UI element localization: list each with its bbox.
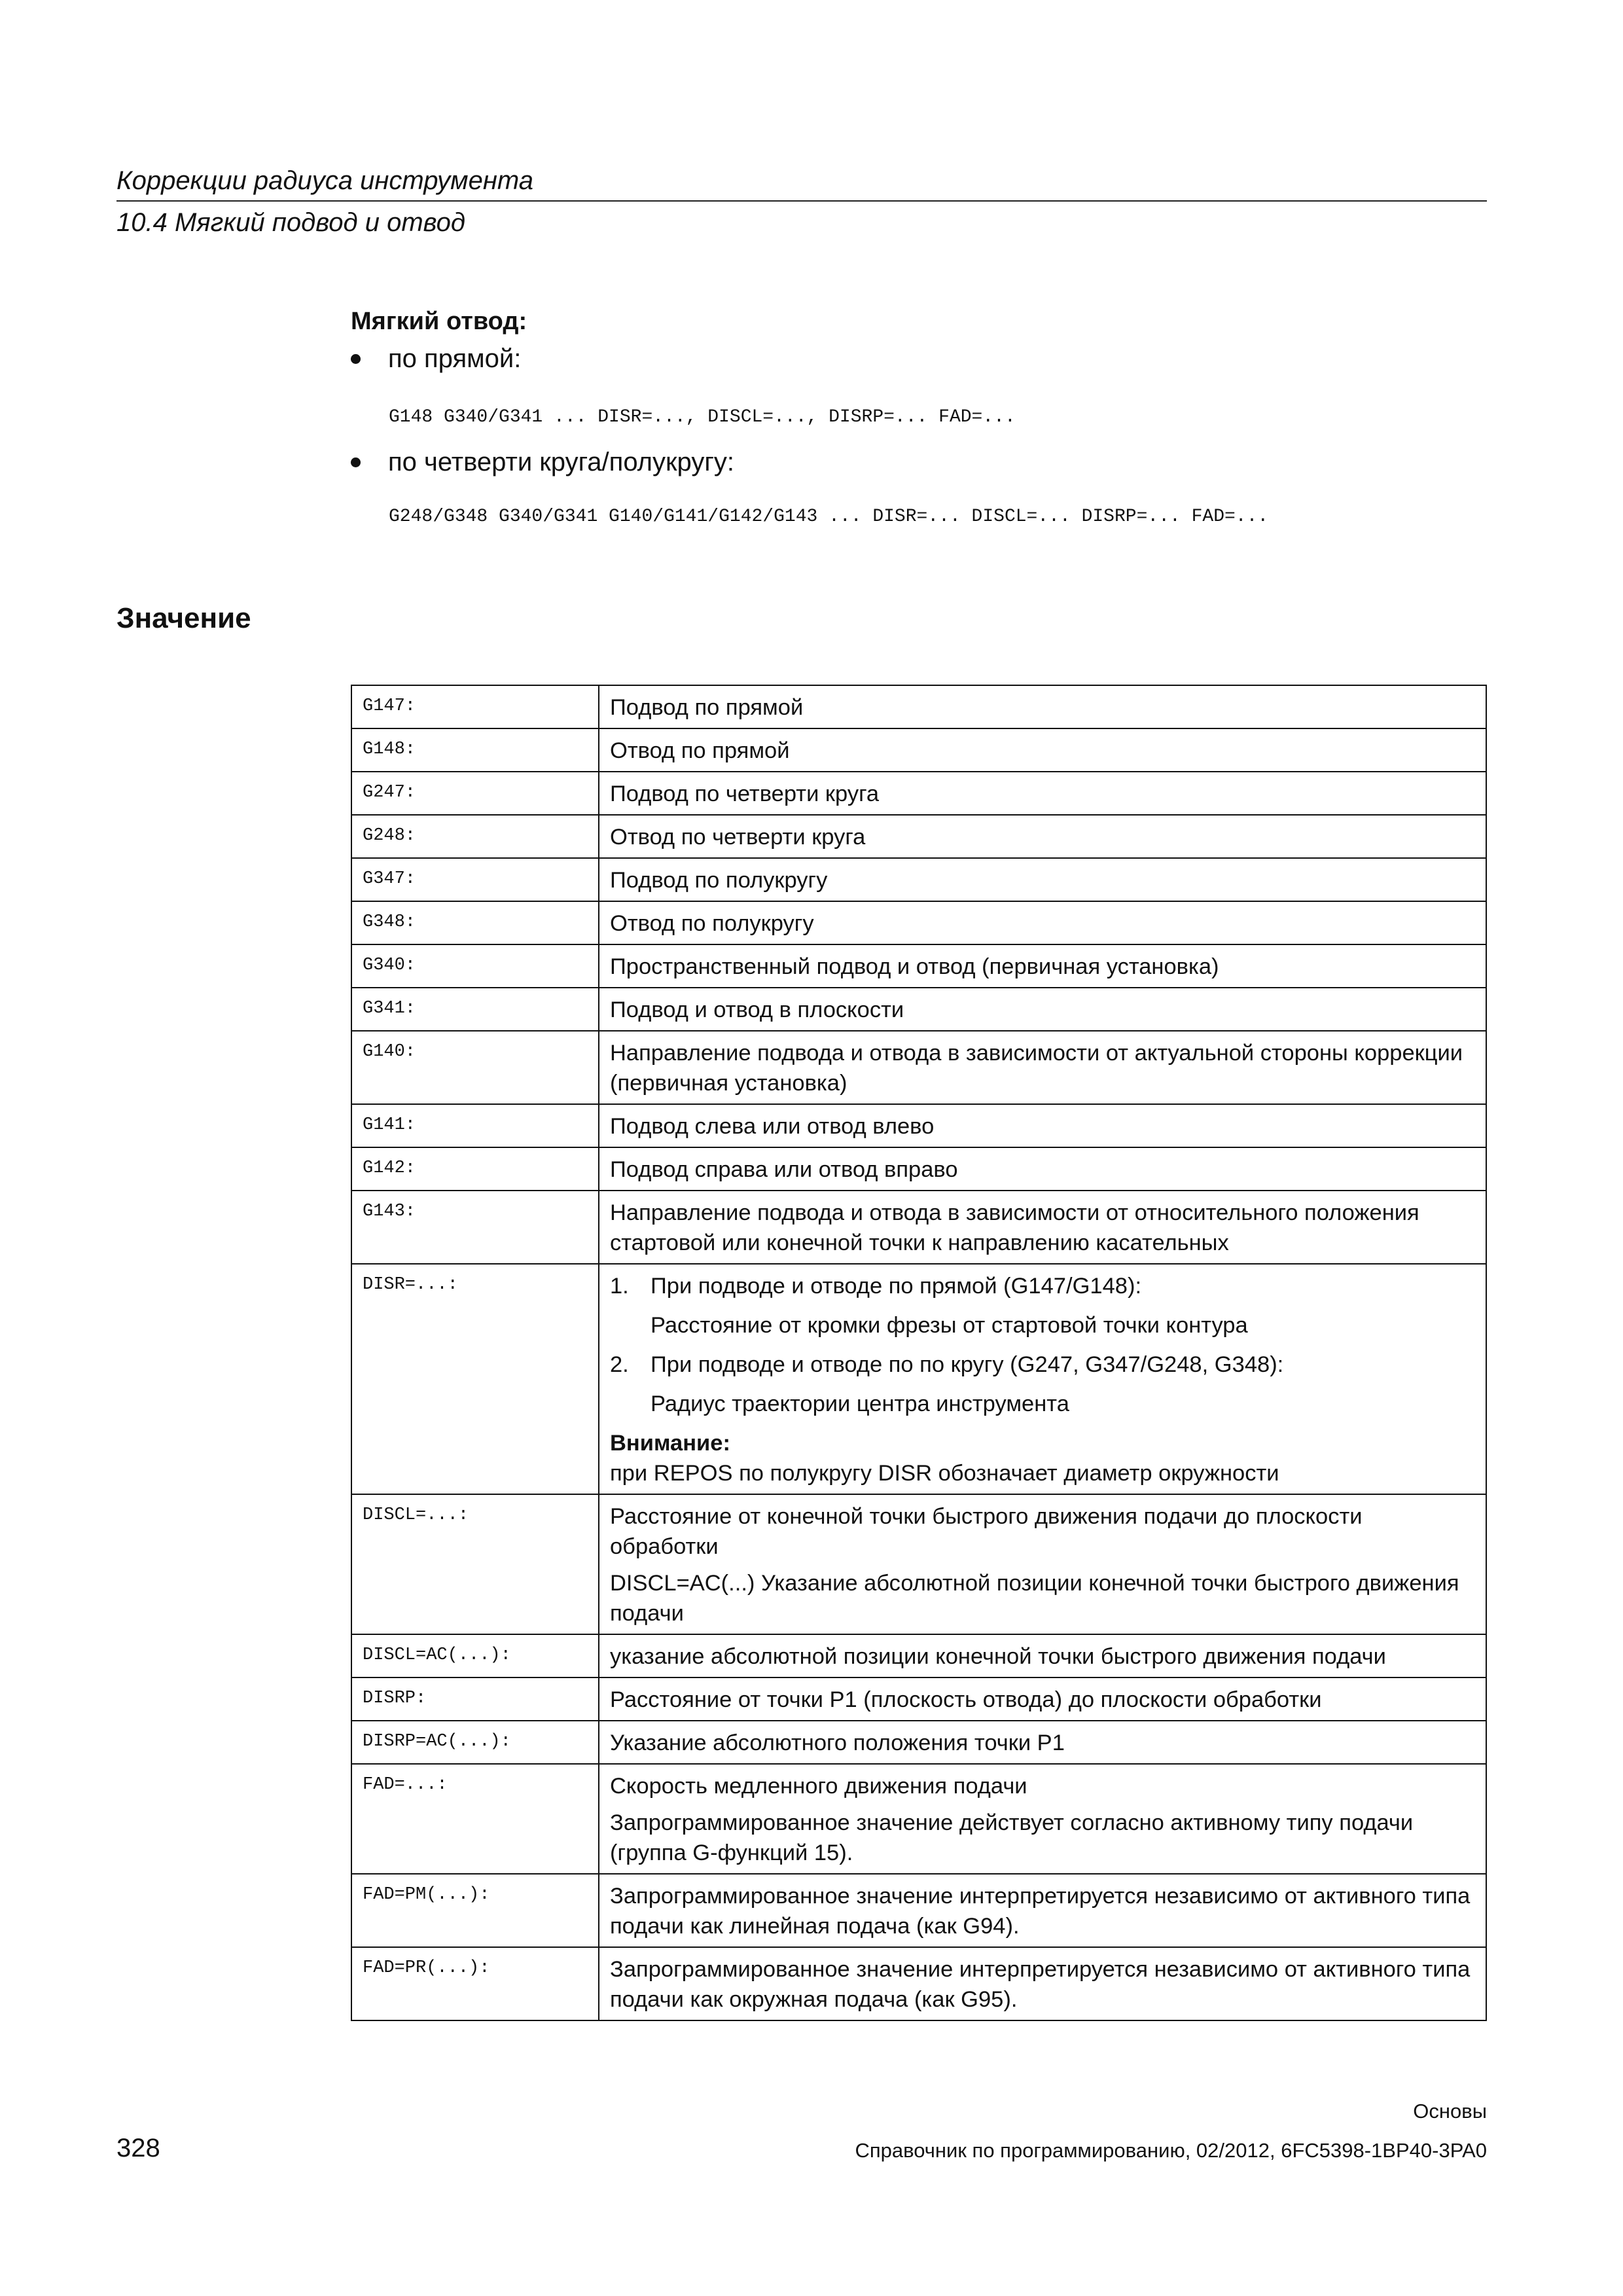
code-circle: G248/G348 G340/G341 G140/G141/G142/G143 ... DISR=... DISCL=... DISRP=... FAD=... [389, 507, 1269, 527]
table-row [351, 1677, 1486, 1721]
meaning-heading: Значение [116, 602, 251, 634]
table-row [351, 858, 1486, 901]
row-key: G341: [351, 988, 599, 1031]
discl-line-2: DISCL=AC(...) Указание абсолютной позиции конечной точки быстрого движения подачи [610, 1571, 1459, 1626]
disr-item-2-text: При подводе и отводе по по кругу (G247, G347/G248, G348): [651, 1352, 1284, 1377]
table-row [351, 988, 1486, 1031]
row-desc: Направление подвода и отвода в зависимости от относительного положения стартовой или конечной точки к направлению касательных [599, 1191, 1486, 1264]
row-key: G348: [351, 901, 599, 944]
disr-attention-label: Внимание: [610, 1431, 730, 1456]
disr-item-1-detail: Расстояние от кромки фрезы от стартовой точки контура [651, 1313, 1248, 1338]
bullet-straight-label: по прямой: [388, 344, 522, 373]
table-row [351, 815, 1486, 858]
row-desc: Отвод по прямой [599, 728, 1486, 772]
code-straight: G148 G340/G341 ... DISR=..., DISCL=..., DISRP=... FAD=... [389, 407, 1016, 427]
row-desc: Указание абсолютного положения точки P1 [599, 1721, 1486, 1764]
table-row-disr [351, 1264, 1486, 1494]
bullet-straight [351, 344, 521, 374]
row-key: G140: [351, 1031, 599, 1104]
row-desc: Направление подвода и отвода в зависимости от актуальной стороны коррекции (первичная установка) [599, 1031, 1486, 1104]
table-row [351, 1104, 1486, 1147]
header-chapter-title: Коррекции радиуса инструмента [116, 166, 533, 195]
soft-retract-title: Мягкий отвод: [351, 308, 527, 335]
header-divider [116, 200, 1487, 202]
table-row-fad [351, 1764, 1486, 1874]
row-key: G340: [351, 944, 599, 988]
row-key: G142: [351, 1147, 599, 1191]
row-key: G247: [351, 772, 599, 815]
table-row [351, 944, 1486, 988]
row-desc: указание абсолютной позиции конечной точки быстрого движения подачи [599, 1634, 1486, 1677]
fad-line-1: Скорость медленного движения подачи [610, 1774, 1027, 1799]
row-key: G248: [351, 815, 599, 858]
table-row [351, 1947, 1486, 2020]
row-key: G143: [351, 1191, 599, 1264]
header-section-title: 10.4 Мягкий подвод и отвод [116, 208, 465, 237]
row-desc: Отвод по четверти круга [599, 815, 1486, 858]
table-row [351, 1191, 1486, 1264]
row-key: G147: [351, 685, 599, 728]
table-row [351, 685, 1486, 728]
meaning-table [351, 685, 1487, 2021]
row-desc: Подвод по прямой [599, 685, 1486, 728]
table-row [351, 728, 1486, 772]
table-row [351, 1031, 1486, 1104]
table-row [351, 901, 1486, 944]
disr-item-1-number: 1. [610, 1274, 629, 1299]
footer-doc-type: Основы [1413, 2100, 1487, 2123]
footer-reference: Справочник по программированию, 02/2012, 6FC5398-1BP40-3PA0 [855, 2139, 1487, 2162]
row-desc: Подвод и отвод в плоскости [599, 988, 1486, 1031]
row-key: DISR=...: [351, 1264, 599, 1494]
table-row [351, 1634, 1486, 1677]
row-desc: Запрограммированное значение интерпретируется независимо от активного типа подачи как линейная подача (как G94). [599, 1874, 1486, 1947]
fad-line-2: Запрограммированное значение действует согласно активному типу подачи (группа G-функций 15). [610, 1810, 1414, 1865]
disr-item-1-text: При подводе и отводе по прямой (G147/G148): [651, 1274, 1142, 1299]
row-key: FAD=PM(...): [351, 1874, 599, 1947]
disr-attention-text: при REPOS по полукругу DISR обозначает диаметр окружности [610, 1461, 1279, 1486]
row-key: DISCL=...: [351, 1494, 599, 1634]
bullet-circle [351, 448, 734, 477]
row-desc: Запрограммированное значение интерпретируется независимо от активного типа подачи как окружная подача (как G95). [599, 1947, 1486, 2020]
table-row-discl [351, 1494, 1486, 1634]
row-key: DISRP: [351, 1677, 599, 1721]
row-key: G347: [351, 858, 599, 901]
row-desc [599, 1264, 1486, 1494]
row-desc: Расстояние от точки P1 (плоскость отвода) до плоскости обработки [599, 1677, 1486, 1721]
row-desc: Подвод по четверти круга [599, 772, 1486, 815]
row-key: G141: [351, 1104, 599, 1147]
disr-item-2-detail: Радиус траектории центра инструмента [651, 1391, 1069, 1416]
discl-line-1: Расстояние от конечной точки быстрого движения подачи до плоскости обработки [610, 1504, 1363, 1559]
row-key: G148: [351, 728, 599, 772]
table-row [351, 772, 1486, 815]
bullet-circle-label: по четверти круга/полукругу: [388, 448, 735, 476]
disr-item-2 [610, 1350, 1475, 1380]
row-key: FAD=PR(...): [351, 1947, 599, 2020]
row-desc: Подвод по полукругу [599, 858, 1486, 901]
row-key: DISRP=AC(...): [351, 1721, 599, 1764]
bullet-dot-icon [351, 457, 361, 467]
row-key: FAD=...: [351, 1764, 599, 1874]
row-desc [599, 1494, 1486, 1634]
bullet-dot-icon [351, 354, 361, 364]
disr-item-2-number: 2. [610, 1352, 629, 1377]
row-desc [599, 1764, 1486, 1874]
table-row [351, 1147, 1486, 1191]
row-desc: Отвод по полукругу [599, 901, 1486, 944]
row-desc: Пространственный подвод и отвод (первичная установка) [599, 944, 1486, 988]
disr-item-1 [610, 1271, 1475, 1301]
table-row [351, 1721, 1486, 1764]
table-row [351, 1874, 1486, 1947]
row-key: DISCL=AC(...): [351, 1634, 599, 1677]
row-desc: Подвод слева или отвод влево [599, 1104, 1486, 1147]
footer-page-number: 328 [116, 2134, 160, 2162]
row-desc: Подвод справа или отвод вправо [599, 1147, 1486, 1191]
